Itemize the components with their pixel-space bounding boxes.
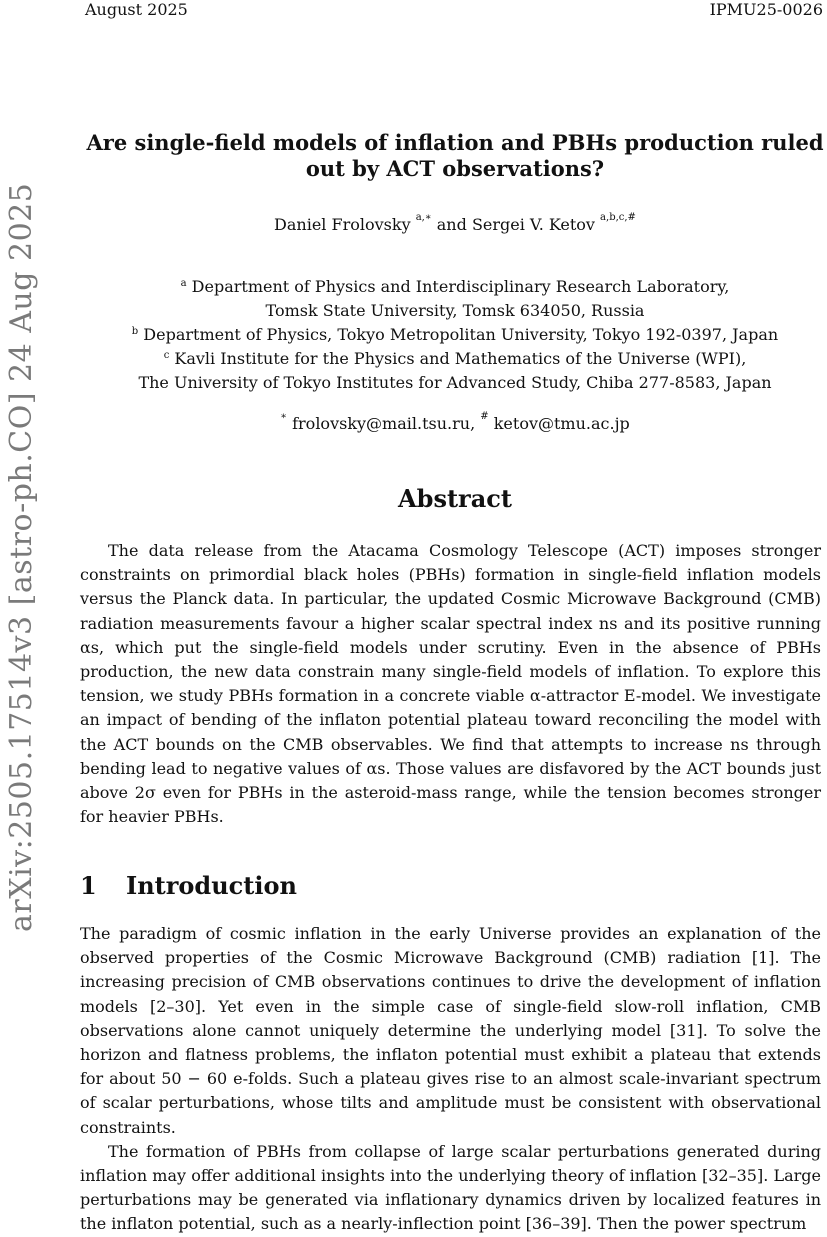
section-title: Introduction (126, 871, 297, 900)
abstract-text: The data release from the Atacama Cosmology Telescope (ACT) imposes stronger constraints on primordial black holes (PBHs) formation in single-field inflation models versus the Planck data. In particular, the updated Cosmic Microwave Background (CMB) radiation measurements favour a higher scalar spectral index ns and its positive running αs, which put the single-field models under scrutiny. Even in the absence of PBHs production, the new data constrain many single-field models of inflation. To explore this tension, we study PBHs formation in a concrete viable α-attractor E-model. We investigate an impact of bending of the inflaton potential plateau toward reconciling the model with the ACT bounds on the CMB observables. We find that attempts to increase ns through bending lead to negative values of αs. Those values are disfavored by the ACT bounds just above 2σ even for PBHs in the asteroid-mass range, while the tension becomes stronger for heavier PBHs. (80, 541, 821, 827)
section-number: 1 (80, 871, 97, 900)
paper-title: Are single-field models of inflation and PBHs production ruled out by ACT observations? (86, 130, 824, 181)
email-link[interactable]: frolovsky@mail.tsu.ru, (292, 414, 476, 433)
author-marks: a,∗ (415, 212, 432, 223)
author-list (85, 212, 825, 234)
affiliation-line: $^c$ Kavli Institute for the Physics and Mathematics of the Universe (WPI), (163, 349, 747, 368)
section-heading (80, 871, 297, 900)
email-link[interactable]: ketov@tmu.ac.jp (493, 414, 630, 433)
arxiv-sidebar-id[interactable]: arXiv:2505.17514v3 [astro-ph.CO] 24 Aug 2025 (4, 182, 39, 932)
paragraph: The paradigm of cosmic inflation in the early Universe provides an explanation of the observed properties of the Cosmic Microwave Background (CMB) radiation [1]. The increasing precision of CMB observations continues to drive the development of inflation models [2–30]. Yet even in the simple case of single-field slow-roll inflation, CMB observations alone cannot uniquely determine the underlying model [31]. To solve the horizon and flatness problems, the inflaton potential must exhibit a plateau that extends for about 50 − 60 e-folds. Such a plateau gives rise to an almost scale-invariant spectrum of scalar perturbations, whose tilts and amplitude must be consistent with observational constraints. (80, 924, 821, 1137)
affiliation-line: $^a$ Department of Physics and Interdisciplinary Research Laboratory, (180, 277, 730, 296)
introduction-body (80, 922, 821, 1237)
author-marks: a,b,c,# (600, 212, 636, 223)
author-conjunction: and (436, 215, 467, 234)
author-emails: ∗ frolovsky@mail.tsu.ru, # ketov@tmu.ac.jp (280, 411, 630, 433)
affiliation-line: $^b$ Department of Physics, Tokyo Metropolitan University, Tokyo 192-0397, Japan (131, 325, 779, 344)
affiliations (85, 275, 825, 395)
header-date: August 2025 (85, 0, 188, 19)
report-number: IPMU25-0026 (709, 0, 823, 19)
abstract-body (80, 539, 821, 829)
author-name: Daniel Frolovsky (274, 215, 411, 234)
abstract-heading: Abstract (398, 484, 512, 513)
author-name: Sergei V. Ketov (471, 215, 595, 234)
paragraph: The formation of PBHs from collapse of large scalar perturbations generated during inflation may offer additional insights into the underlying theory of inflation [32–35]. Large perturbations may be generated via inflationary dynamics driven by localized features in the inflaton potential, such as a nearly-inflection point [36–39]. Then the power spectrum (80, 1141, 821, 1234)
affiliation-line: Tomsk State University, Tomsk 634050, Russia (265, 301, 645, 320)
affiliation-line: The University of Tokyo Institutes for Advanced Study, Chiba 277-8583, Japan (138, 373, 772, 392)
